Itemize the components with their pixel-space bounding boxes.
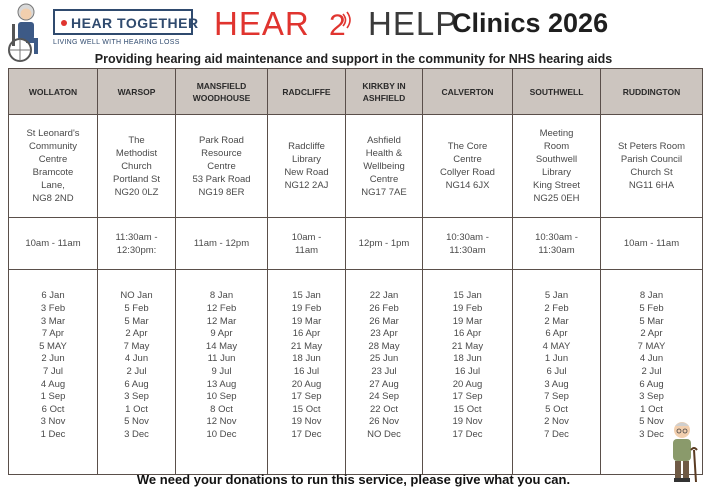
venue-cell bbox=[176, 115, 268, 218]
clinic-date: 17 Sep bbox=[291, 391, 322, 403]
clinic-date: 16 Jul bbox=[454, 366, 481, 377]
venue-cell bbox=[601, 115, 703, 218]
venue-line: NG14 6JX bbox=[445, 180, 490, 191]
dates-cell bbox=[176, 270, 268, 475]
time-line: 10:30am - bbox=[535, 231, 578, 243]
clinic-date: 5 Oct bbox=[545, 403, 568, 415]
clinic-date: 27 Aug bbox=[369, 378, 399, 390]
clinic-date: 1 Sep bbox=[40, 391, 66, 403]
clinic-date: 5 MAY bbox=[39, 340, 67, 352]
clinic-date: 22 Oct bbox=[370, 403, 398, 415]
venue-line: St Leonard's bbox=[26, 128, 80, 139]
clinic-date: 4 Jun bbox=[639, 353, 664, 365]
clinic-name-header bbox=[423, 69, 513, 115]
time-cell bbox=[98, 218, 176, 270]
org-tagline: LIVING WELL WITH HEARING LOSS bbox=[53, 39, 180, 46]
clinic-date: 2 Feb bbox=[544, 303, 569, 315]
venue-line: Lane, bbox=[41, 180, 65, 191]
clinic-date: 15 Oct bbox=[453, 403, 482, 415]
venue-line: New Road bbox=[284, 167, 329, 178]
clinic-date: 19 Mar bbox=[291, 315, 322, 327]
clinic-date: 17 Sep bbox=[452, 391, 483, 403]
clinic-date: 1 Dec bbox=[40, 428, 66, 440]
clinic-date: 1 Oct bbox=[640, 403, 663, 415]
clinic-date: 19 Feb bbox=[291, 303, 322, 315]
clinic-date: 5 Jan bbox=[544, 290, 569, 302]
clinic-name-header bbox=[346, 69, 423, 115]
clinic-date: 17 Dec bbox=[291, 428, 322, 440]
venue-cell bbox=[423, 115, 513, 218]
clinic-name-header bbox=[9, 69, 98, 115]
clinic-date: 23 Jul bbox=[371, 366, 397, 377]
clinic-date: 4 MAY bbox=[542, 340, 571, 352]
time-cell bbox=[423, 218, 513, 270]
page-title: Clinics 2026 bbox=[452, 8, 609, 38]
clinic-date: 3 Mar bbox=[40, 315, 66, 327]
venue-line: Ashfield bbox=[367, 134, 401, 146]
venue-line: Wellbeing bbox=[363, 160, 405, 172]
venue-line: Centre bbox=[38, 154, 68, 165]
venue-line: Centre bbox=[207, 160, 236, 172]
clinic-date: 7 May bbox=[123, 340, 150, 352]
clinic-date: 2 Jul bbox=[126, 366, 147, 377]
clinic-date: 4 Aug bbox=[40, 378, 66, 390]
dates-cell bbox=[513, 270, 601, 475]
clinic-date: 11 Jun bbox=[207, 353, 236, 365]
clinic-name-line: RADCLIFFE bbox=[282, 86, 331, 97]
clinic-date: 23 Apr bbox=[370, 328, 398, 340]
venue-cell bbox=[346, 115, 423, 218]
brand-left-word: HEAR bbox=[214, 5, 310, 42]
page-header bbox=[0, 0, 707, 52]
clinic-date: NO Jan bbox=[120, 290, 153, 302]
clinic-date: 16 Apr bbox=[453, 328, 482, 340]
clinic-date: 5 Nov bbox=[124, 416, 149, 428]
clinic-date: 6 Apr bbox=[545, 328, 568, 340]
clinic-date: 26 Nov bbox=[368, 416, 400, 428]
clinic-date: 18 Jun bbox=[292, 353, 321, 365]
venue-line: King Street bbox=[533, 180, 580, 191]
time-line: 12pm - 1pm bbox=[358, 238, 410, 249]
clinic-date: 15 Oct bbox=[292, 403, 321, 415]
clinic-date: 5 Feb bbox=[124, 303, 149, 315]
time-line: 11:30am - bbox=[115, 231, 158, 243]
venue-cell bbox=[513, 115, 601, 218]
brand-number: 2 bbox=[329, 9, 347, 42]
venue-line: Health & bbox=[365, 147, 403, 159]
venue-line: Southwell bbox=[535, 154, 578, 165]
clinic-name-line: MANSFIELD bbox=[196, 80, 247, 91]
venue-line: Collyer Road bbox=[440, 167, 495, 178]
time-cell bbox=[513, 218, 601, 270]
clinic-date: 20 Aug bbox=[452, 378, 483, 390]
time-cell bbox=[601, 218, 703, 270]
venue-line: 53 Park Road bbox=[192, 173, 251, 185]
clinic-name-line: SOUTHWELL bbox=[529, 86, 584, 97]
clinic-date: 7 MAY bbox=[637, 340, 666, 352]
venue-line: St Peters Room bbox=[617, 141, 686, 152]
dates-row bbox=[9, 270, 703, 475]
venue-line: Park Road bbox=[199, 134, 244, 146]
clinic-date: 16 Jul bbox=[293, 366, 320, 377]
time-line: 11:30am bbox=[538, 244, 575, 256]
clinic-date: NO Dec bbox=[367, 428, 401, 440]
clinic-date: 2 Nov bbox=[544, 416, 569, 428]
time-line: 11am bbox=[294, 244, 319, 256]
time-line: 11:30am bbox=[449, 244, 486, 256]
clinic-date: 6 Aug bbox=[124, 378, 149, 390]
time-cell bbox=[176, 218, 268, 270]
clinic-date: 12 Feb bbox=[206, 303, 237, 315]
clinic-date: 3 Sep bbox=[639, 391, 664, 403]
brand-wordmark bbox=[214, 6, 458, 44]
venue-line: Library bbox=[291, 154, 322, 165]
clinic-date: 25 Jun bbox=[369, 353, 399, 365]
venue-line: NG11 6HA bbox=[628, 180, 675, 191]
clinic-date: 16 Apr bbox=[292, 328, 321, 340]
clinic-date: 6 Jul bbox=[546, 366, 567, 377]
clinic-date: 6 Jan bbox=[41, 290, 65, 302]
clinic-date: 2 Jun bbox=[41, 353, 65, 365]
clinic-date: 3 Feb bbox=[40, 303, 66, 315]
clinic-date: 12 Mar bbox=[206, 315, 237, 327]
clinic-date: 7 Jul bbox=[42, 366, 64, 377]
venue-line: The bbox=[128, 134, 145, 146]
clinic-date: 13 Aug bbox=[206, 378, 237, 390]
clinic-date: 18 Jun bbox=[453, 353, 482, 365]
dates-cell bbox=[346, 270, 423, 475]
venue-line: Radcliffe bbox=[288, 141, 325, 152]
clinic-date: 22 Jan bbox=[369, 290, 399, 302]
venue-line: NG19 8ER bbox=[198, 186, 245, 198]
dates-cell bbox=[9, 270, 98, 475]
clinic-date: 10 Sep bbox=[206, 391, 237, 403]
venue-cell bbox=[98, 115, 176, 218]
clinic-date: 3 Aug bbox=[544, 378, 569, 390]
org-name: HEAR TOGETHER bbox=[71, 15, 199, 31]
dates-cell bbox=[98, 270, 176, 475]
venue-line: NG20 0LZ bbox=[114, 186, 159, 198]
time-cell bbox=[268, 218, 346, 270]
clinic-date: 26 Mar bbox=[369, 315, 399, 327]
clinic-name-header bbox=[98, 69, 176, 115]
clinic-name-header bbox=[268, 69, 346, 115]
brand-right-word: HELP bbox=[368, 5, 459, 42]
time-line: 10am - bbox=[291, 231, 322, 243]
clinic-name-header bbox=[176, 69, 268, 115]
clinic-date: 19 Mar bbox=[452, 315, 483, 327]
clinic-name-line: RUDDINGTON bbox=[622, 86, 681, 97]
clinic-date: 2 Apr bbox=[125, 328, 148, 340]
elderly-man-with-cane-icon bbox=[666, 420, 700, 486]
clinic-name-line: KIRKBY IN bbox=[362, 80, 406, 91]
venue-line: NG25 0EH bbox=[533, 193, 580, 204]
clinic-date: 3 Sep bbox=[124, 391, 149, 403]
venue-line: Portland St bbox=[113, 173, 160, 185]
time-line: 12:30pm: bbox=[116, 244, 157, 256]
clinic-date: 8 Oct bbox=[210, 403, 233, 415]
venue-line: Resource bbox=[201, 147, 242, 159]
sound-wave-icon bbox=[340, 10, 356, 30]
clinic-date: 1 Oct bbox=[125, 403, 148, 415]
hear-together-logo bbox=[50, 6, 200, 46]
clinic-date: 3 Nov bbox=[40, 416, 66, 428]
clinic-date: 6 Aug bbox=[639, 378, 664, 390]
venue-line: Meeting bbox=[539, 128, 574, 139]
venue-cell bbox=[268, 115, 346, 218]
dates-cell bbox=[268, 270, 346, 475]
clinic-date: 7 Dec bbox=[544, 428, 569, 440]
clinic-date: 2 Apr bbox=[640, 328, 663, 340]
venue-line: The Core bbox=[447, 141, 488, 152]
venue-line: Library bbox=[541, 167, 572, 178]
clinic-name-row bbox=[9, 69, 703, 115]
time-line: 10am - 11am bbox=[623, 238, 680, 249]
time-line: 10am - 11am bbox=[25, 238, 81, 249]
venue-line: NG12 2AJ bbox=[284, 180, 329, 191]
clinic-date: 20 Aug bbox=[291, 378, 322, 390]
clinic-name-line: WOLLATON bbox=[28, 86, 78, 97]
clinic-date: 14 May bbox=[205, 340, 238, 352]
clinic-name-line: WARSOP bbox=[117, 86, 156, 97]
clinic-date: 15 Jan bbox=[292, 290, 321, 302]
logo-frame bbox=[53, 9, 199, 35]
time-line: 10:30am - bbox=[446, 231, 489, 243]
time-line: 11am - 12pm bbox=[193, 238, 250, 249]
clinic-schedule-table bbox=[8, 68, 703, 475]
venue-line: Centre bbox=[453, 154, 482, 165]
clinic-date: 15 Jan bbox=[453, 290, 482, 302]
clinic-date: 12 Nov bbox=[206, 416, 237, 428]
clinic-date: 3 Dec bbox=[639, 428, 664, 440]
venue-cell bbox=[9, 115, 98, 218]
clinic-name-header bbox=[513, 69, 601, 115]
venue-line: Room bbox=[543, 141, 570, 152]
venue-line: NG8 2ND bbox=[32, 193, 74, 204]
clinic-date: 8 Jan bbox=[209, 290, 234, 302]
venue-line: Bramcote bbox=[32, 167, 74, 178]
clinic-date: 9 Apr bbox=[210, 328, 233, 340]
venue-line: Church bbox=[121, 160, 152, 172]
clinic-date: 17 Dec bbox=[452, 428, 483, 440]
clinic-date: 2 Mar bbox=[544, 315, 569, 327]
clinic-date: 19 Feb bbox=[452, 303, 483, 315]
clinic-date: 24 Sep bbox=[368, 391, 400, 403]
clinic-date: 8 Jan bbox=[639, 290, 664, 302]
clinic-name-line: WOODHOUSE bbox=[192, 92, 251, 103]
clinic-date: 5 Feb bbox=[639, 303, 664, 315]
clinic-date: 19 Nov bbox=[452, 416, 483, 428]
clinic-date: 19 Nov bbox=[291, 416, 322, 428]
logo-dot-icon bbox=[61, 20, 67, 26]
clinic-name-line: CALVERTON bbox=[441, 86, 494, 97]
clinic-date: 7 Apr bbox=[41, 328, 65, 340]
clinic-name-header bbox=[601, 69, 703, 115]
time-cell bbox=[346, 218, 423, 270]
clinic-date: 28 May bbox=[368, 340, 400, 352]
clinic-date: 9 Jul bbox=[211, 366, 232, 377]
venue-line: Community bbox=[28, 141, 78, 152]
clinic-date: 21 May bbox=[290, 340, 323, 352]
clinic-date: 6 Oct bbox=[41, 403, 65, 415]
brand-number-mark bbox=[320, 6, 356, 44]
clinic-date: 7 Sep bbox=[544, 391, 569, 403]
clinic-date: 10 Dec bbox=[206, 428, 237, 440]
clinic-date: 21 May bbox=[451, 340, 484, 352]
venue-line: Church St bbox=[630, 167, 673, 178]
venue-line: Parish Council bbox=[620, 154, 683, 165]
venue-line: Centre bbox=[369, 173, 399, 185]
venue-line: NG17 7AE bbox=[361, 186, 407, 198]
venue-row bbox=[9, 115, 703, 218]
venue-line: Methodist bbox=[115, 147, 158, 159]
time-cell bbox=[9, 218, 98, 270]
dates-cell bbox=[423, 270, 513, 475]
clinic-date: 26 Feb bbox=[369, 303, 399, 315]
clinic-date: 4 Jun bbox=[124, 353, 149, 365]
clinic-date: 1 Jun bbox=[544, 353, 569, 365]
clinic-date: 5 Mar bbox=[639, 315, 664, 327]
clinic-date: 5 Nov bbox=[639, 416, 664, 428]
page-subtitle: Providing hearing aid maintenance and support in the community for NHS hearing aids bbox=[94, 52, 613, 66]
clinic-date: 5 Mar bbox=[124, 315, 149, 327]
donation-footer: We need your donations to run this service, please give what you can. bbox=[136, 472, 571, 487]
time-row bbox=[9, 218, 703, 270]
clinic-date: 2 Jul bbox=[641, 366, 662, 377]
clinic-name-line: ASHFIELD bbox=[362, 92, 406, 103]
clinic-date: 3 Dec bbox=[124, 428, 149, 440]
